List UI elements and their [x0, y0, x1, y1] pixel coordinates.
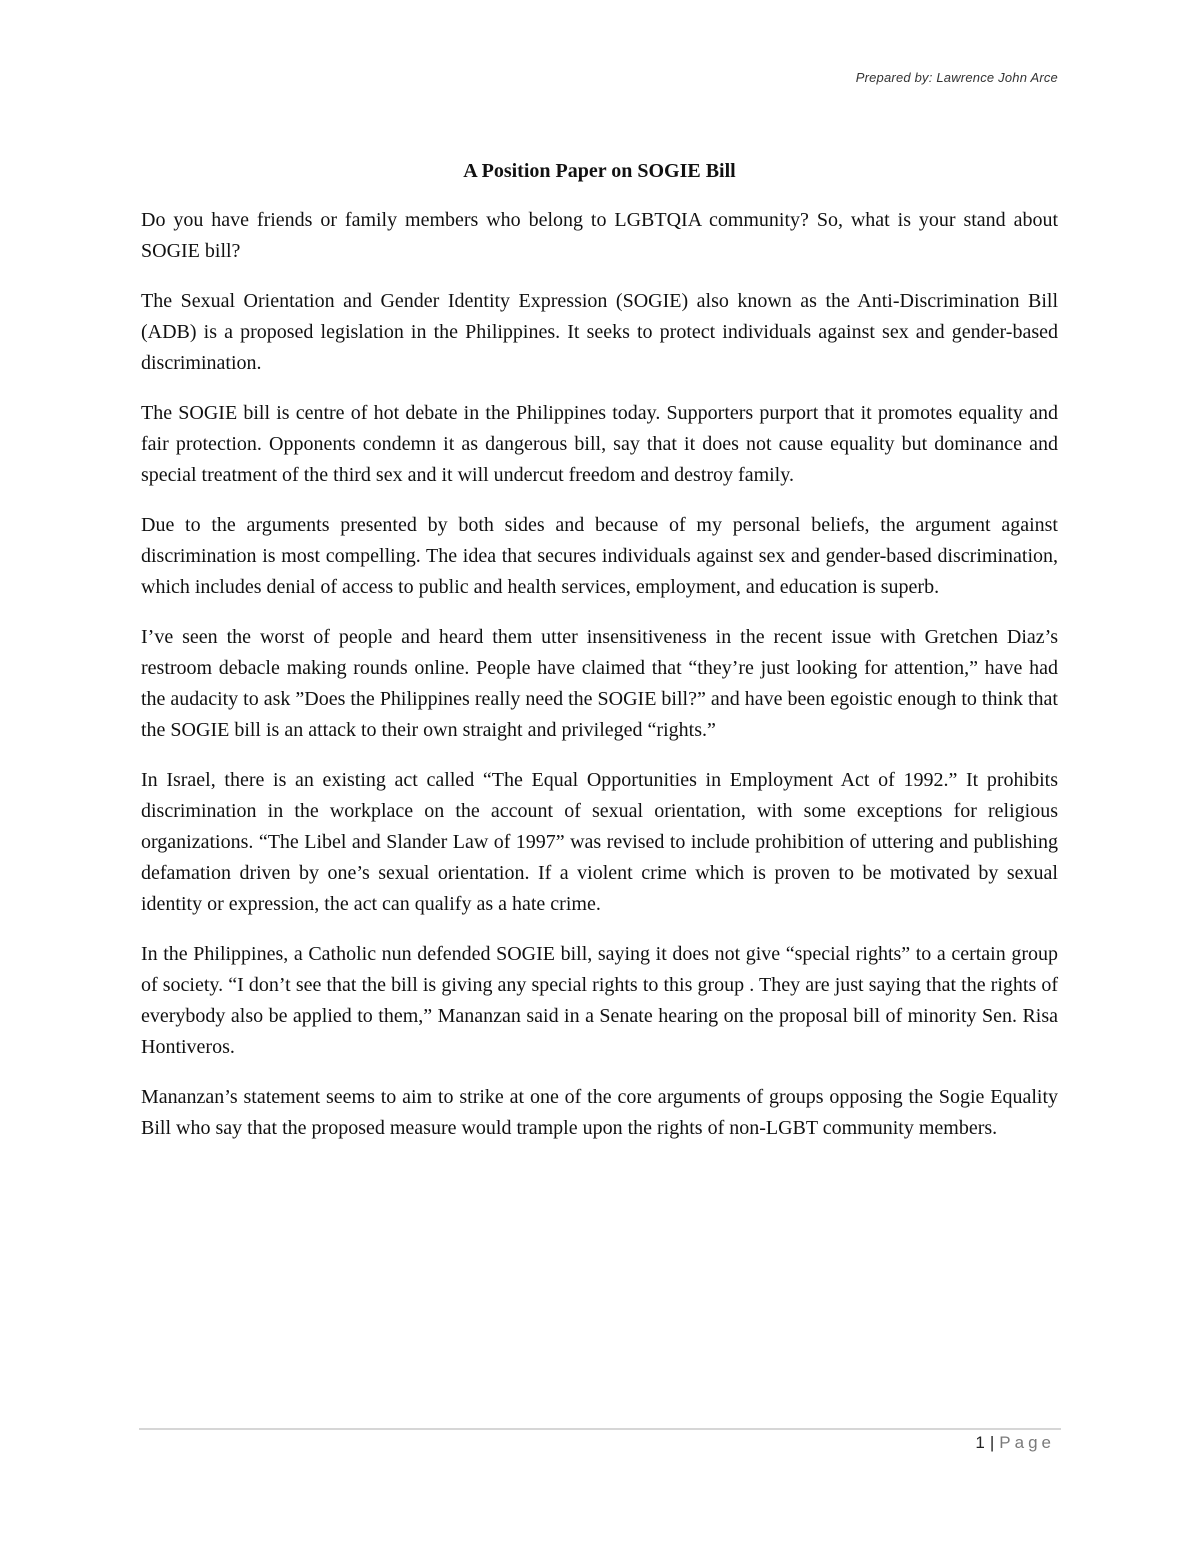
page-number-footer [975, 1433, 1055, 1453]
paragraph-position: Due to the arguments presented by both sides and because of my personal beliefs, the argument against discrimination is most compelling. The idea that secures individuals against sex and gender-based discrimination, which includes denial of access to public and health services, employment, and education is superb. [141, 514, 1058, 598]
footer-divider [139, 1428, 1061, 1430]
paragraph-experience: I’ve seen the worst of people and heard them utter insensitiveness in the recent issue with Gretchen Diaz’s restroom debacle making rounds online. People have claimed that “they’re just looking for attention,” have had the audacity to ask ”Does the Philippines really need the SOGIE bill?” and have been egoistic enough to think that the SOGIE bill is an attack to their own straight and privileged “rights.” [141, 626, 1058, 741]
page-number: 1 [975, 1433, 986, 1452]
paragraph-debate: The SOGIE bill is centre of hot debate in the Philippines today. Supporters purport that it promotes equality and fair protection. Opponents condemn it as dangerous bill, say that it does not cause equality but dominance and special treatment of the third sex and it will undercut freedom and destroy family. [141, 402, 1058, 486]
paragraph-philippines-nun: In the Philippines, a Catholic nun defended SOGIE bill, saying it does not give “special rights” to a certain group of society. “I don’t see that the bill is giving any special rights to this group . They are just saying that the rights of everybody also be applied to them,” Mananzan said in a Senate hearing on the proposal bill of minority Sen. Risa Hontiveros. [141, 943, 1058, 1058]
document-body [141, 156, 1058, 1163]
paragraph-intro-question: Do you have friends or family members who belong to LGBTQIA community? So, what is your stand about SOGIE bill? [141, 209, 1058, 262]
document-title: A Position Paper on SOGIE Bill [463, 160, 736, 182]
paragraph-definition: The Sexual Orientation and Gender Identity Expression (SOGIE) also known as the Anti-Discrimination Bill (ADB) is a proposed legislation in the Philippines. It seeks to protect individuals against sex and gender-based discrimination. [141, 290, 1058, 374]
prepared-by-header: Prepared by: Lawrence John Arce [855, 70, 1058, 85]
page-separator: | [989, 1433, 996, 1452]
page-label: Page [999, 1433, 1055, 1452]
paragraph-conclusion: Mananzan’s statement seems to aim to strike at one of the core arguments of groups opposing the Sogie Equality Bill who say that the proposed measure would trample upon the rights of non-LGBT community members. [141, 1086, 1058, 1139]
paragraph-israel: In Israel, there is an existing act called “The Equal Opportunities in Employment Act of 1992.” It prohibits discrimination in the workplace on the account of sexual orientation, with some exceptions for religious organizations. “The Libel and Slander Law of 1997” was revised to include prohibition of uttering and publishing defamation driven by one’s sexual orientation. If a violent crime which is proven to be motivated by sexual identity or expression, the act can qualify as a hate crime. [141, 769, 1058, 915]
